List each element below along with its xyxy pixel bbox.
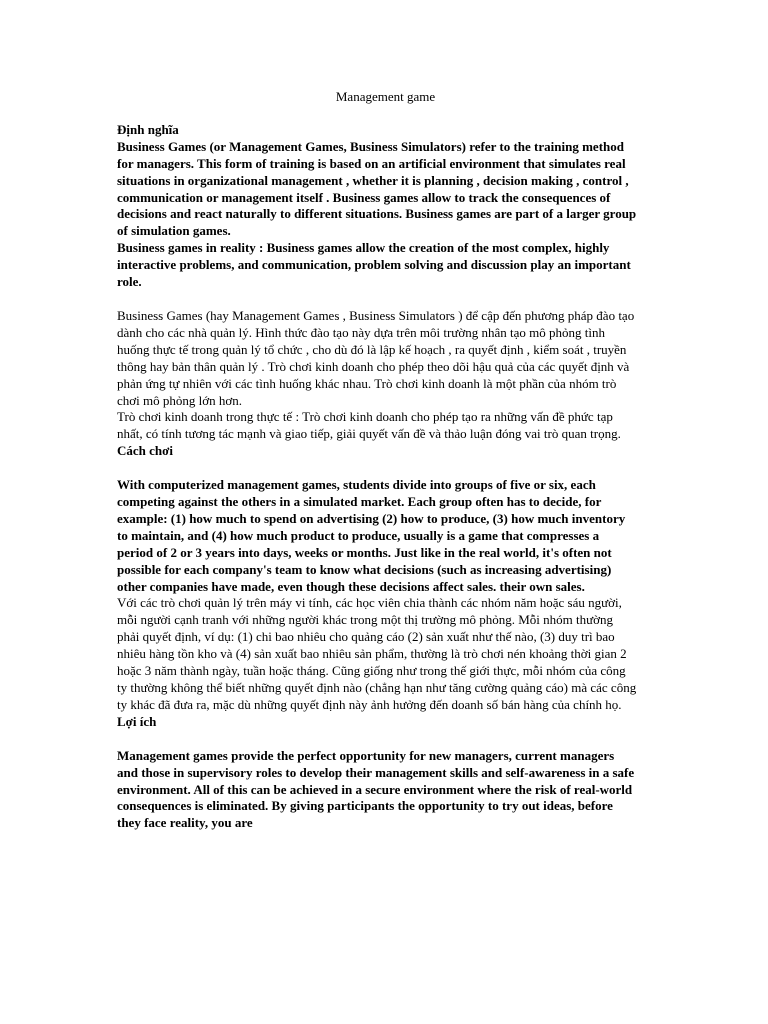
- definition-vietnamese-paragraph-1: Business Games (hay Management Games , Business Simulators ) để cập đến phương pháp đào tạo dành cho các nhà quản lý. Hình thức đào tạo này dựa trên môi trường nhân tạo mô phỏng tình huống thực tế trong quản lý tổ chức , cho dù đó là lập kế hoạch , ra quyết định , kiểm soát , truyền thông hay bản thân quản lý . Trò chơi kinh doanh cho phép theo dõi hậu quả của các quyết định và phản ứng tự nhiên với các tình huống khác nhau. Trò chơi kinh doanh là một phần của nhóm trò chơi mô phỏng lớn hơn.: [117, 307, 635, 408]
- paragraph-spacer: [117, 731, 637, 748]
- document-body: [117, 89, 637, 832]
- definition-english-paragraph-2: Business games in reality : Business games allow the creation of the most complex, highly interactive problems, and communication, problem solving and discussion play an important role.: [117, 240, 631, 290]
- benefits-english-paragraph: Management games provide the perfect opportunity for new managers, current managers and those in supervisory roles to develop their management skills and self-awareness in a safe environment. All of this can be achieved in a secure environment where the risk of real-world consequences is eliminated. By giving participants the opportunity to try out ideas, before they face reality, you are: [117, 747, 635, 831]
- how-to-play-heading: Cách chơi: [117, 443, 173, 459]
- definition-english-paragraph-1: Business Games (or Management Games, Business Simulators) refer to the training method for managers. This form of training is based on an artificial environment that simulates real situations in organizational management , whether it is planning , decision making , control , communication or management itself . Business games allow to track the consequences of decisions and react naturally to different situations. Business games are part of a larger group of simulation games.: [117, 138, 637, 239]
- how-to-play-vietnamese-paragraph: Với các trò chơi quản lý trên máy vi tính, các học viên chia thành các nhóm năm hoặc sáu người, mỗi người cạnh tranh với những người khác trong một thị trường mô phỏng. Mỗi nhóm thường phải quyết định, ví dụ: (1) chi bao nhiêu cho quảng cáo (2) sản xuất như thế nào, (3) duy trì bao nhiêu hàng tồn kho và (4) sản xuất bao nhiêu sản phẩm, thường là trò chơi nén khoảng thời gian 2 hoặc 3 năm thành ngày, tuần hoặc tháng. Cũng giống như trong thế giới thực, mỗi nhóm của công ty thường không thể biết những quyết định nào (chẳng hạn như tăng cường quảng cáo) mà các công ty khác đã đưa ra, mặc dù những quyết định này ảnh hưởng đến doanh số bán hàng của chính họ.: [117, 595, 637, 712]
- paragraph-spacer: [117, 460, 637, 477]
- benefits-heading: Lợi ích: [117, 713, 157, 729]
- definition-vietnamese-paragraph-2: Trò chơi kinh doanh trong thực tế : Trò chơi kinh doanh cho phép tạo ra những vấn đề phức tạp nhất, có tính tương tác mạnh và giao tiếp, giải quyết vấn đề và thảo luận đóng vai trò quan trọng.: [117, 409, 621, 442]
- how-to-play-english-paragraph: With computerized management games, students divide into groups of five or six, each competing against the others in a simulated market. Each group often has to decide, for example: (1) how much to spend on advertising (2) how to produce, (3) how much inventory to maintain, and (4) how much product to produce, usually is a game that compresses a period of 2 or 3 years into days, weeks or months. Just like in the real world, it's often not possible for each company's team to know what decisions (such as increasing advertising) other companies have made, even though these decisions affect sales. their own sales.: [117, 477, 626, 594]
- definition-heading: Định nghĩa: [117, 121, 179, 137]
- document-title: Management game: [335, 89, 436, 104]
- paragraph-spacer: [117, 291, 637, 308]
